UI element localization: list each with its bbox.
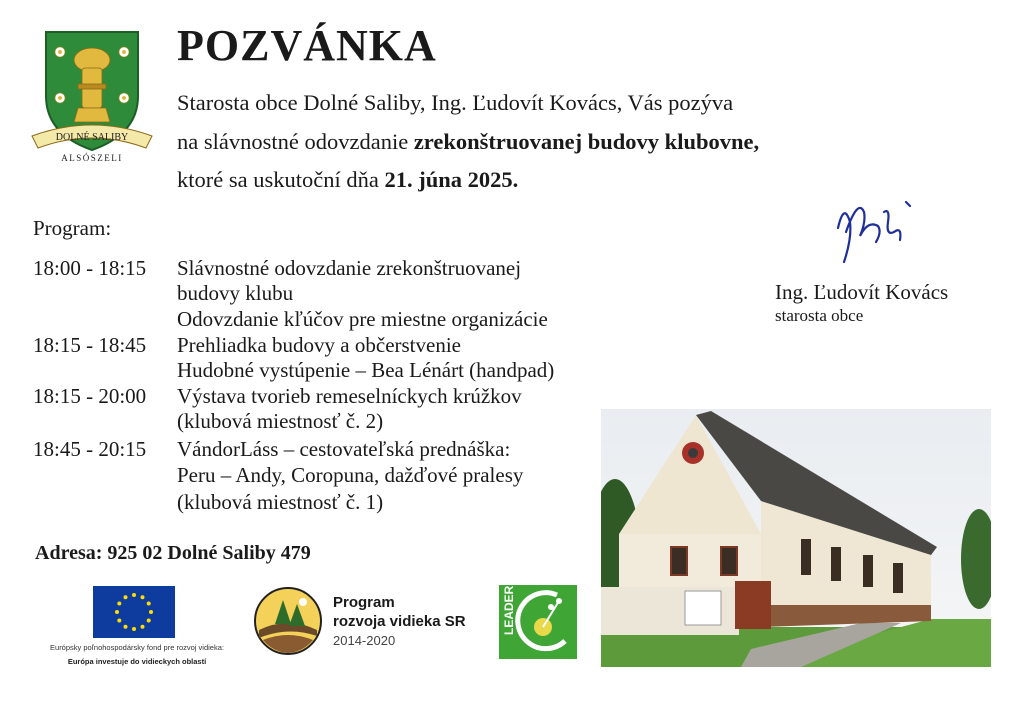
program-line: Výstava tvorieb remeselníckych krúžkov xyxy=(177,384,522,408)
program-line: budovy klubu xyxy=(177,281,294,305)
rural-development-program-logo xyxy=(253,586,323,656)
program-line: (klubová miestnosť č. 1) xyxy=(177,490,384,514)
intro-line-2-bold: zrekonštruovanej budovy klubovne, xyxy=(413,129,760,154)
program-heading: Program: xyxy=(33,216,112,240)
program-logo-subtitle: rozvoja vidieka SR xyxy=(333,613,466,630)
program-time: 18:15 - 18:45 xyxy=(33,333,147,357)
eu-flag-logo xyxy=(93,586,175,638)
program-line: Hudobné vystúpenie – Bea Lénárt (handpad) xyxy=(177,358,555,382)
crest-ribbon-text: DOLNÉ SALIBY xyxy=(55,132,129,143)
program-line: VándorLáss – cestovateľská prednáška: xyxy=(177,437,511,461)
intro-line-2 xyxy=(177,131,759,154)
program-line: Odovzdanie kľúčov pre miestne organizácie xyxy=(177,307,548,331)
program-logo-title: Program xyxy=(333,594,395,611)
leader-text: LEADER xyxy=(502,585,516,635)
signatory-role: starosta obce xyxy=(775,306,864,325)
program-line: (klubová miestnosť č. 2) xyxy=(177,409,384,433)
building-photo xyxy=(601,409,991,667)
program-line: Peru – Andy, Coropuna, dažďové pralesy xyxy=(177,463,524,487)
program-logo-years: 2014-2020 xyxy=(333,633,396,648)
program-time: 18:15 - 20:00 xyxy=(33,384,147,408)
page-title: POZVÁNKA xyxy=(177,21,437,70)
crest-sub-text: ALSÓSZELI xyxy=(61,153,123,163)
eu-fund-caption: Európsky poľnohospodársky fond pre rozvoj vidieka: xyxy=(50,643,224,652)
event-date: 21. júna 2025. xyxy=(384,167,519,192)
intro-line-3-text: ktoré sa uskutoční dňa xyxy=(177,167,385,192)
address: Adresa: 925 02 Dolné Saliby 479 xyxy=(35,542,311,564)
leader-logo xyxy=(499,585,577,659)
coat-of-arms-logo xyxy=(28,26,156,166)
program-line: Prehliadka budovy a občerstvenie xyxy=(177,333,461,357)
handwritten-signature xyxy=(830,192,920,272)
program-time: 18:45 - 20:15 xyxy=(33,437,147,461)
signatory-name: Ing. Ľudovít Kovács xyxy=(775,280,949,304)
intro-line-2-text: na slávnostné odovzdanie xyxy=(177,129,414,154)
program-line: Slávnostné odovzdanie zrekonštruovanej xyxy=(177,256,522,280)
eu-fund-slogan: Európa investuje do vidieckych oblastí xyxy=(67,657,207,666)
intro-line-1: Starosta obce Dolné Saliby, Ing. Ľudovít Kovács, Vás pozýva xyxy=(177,90,734,115)
program-time: 18:00 - 18:15 xyxy=(33,256,147,280)
intro-line-3 xyxy=(177,169,518,192)
